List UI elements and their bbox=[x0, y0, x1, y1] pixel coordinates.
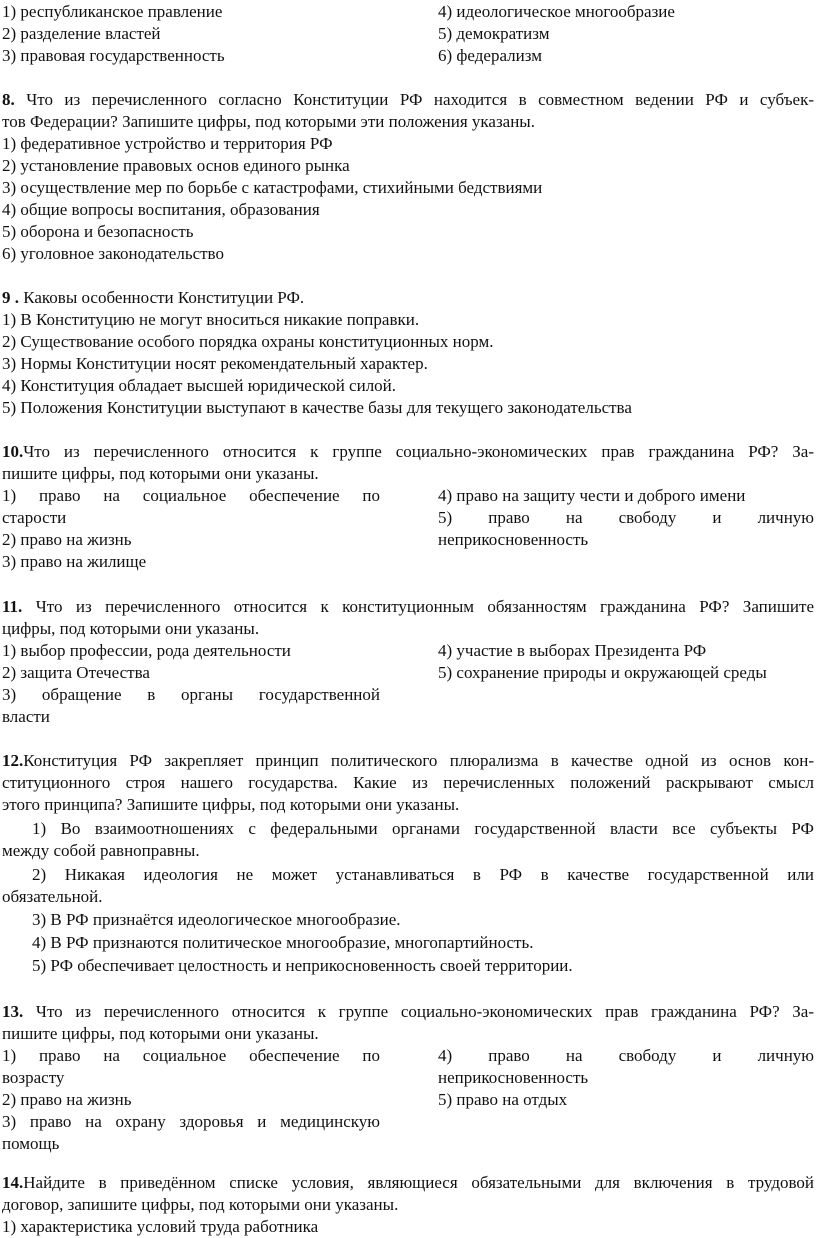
q9-option: 5) Положения Конституции выступают в качестве базы для текущего законодательства bbox=[2, 398, 632, 417]
q9-text: Каковы особенности Конституции РФ. bbox=[19, 288, 305, 307]
q12-number: 12. bbox=[2, 751, 24, 770]
q8-number: 8. bbox=[2, 90, 15, 109]
q13-option-1-cont: возрасту bbox=[2, 1068, 65, 1087]
q14-question-cont: договор, запишите цифры, под которыми они указаны. bbox=[2, 1195, 399, 1214]
q10-question bbox=[2, 441, 814, 463]
q12-option-3: 3) В РФ признаётся идеологическое многообразие. bbox=[32, 910, 401, 929]
q12-option-5: 5) РФ обеспечивает целостность и неприкосновенность своей территории. bbox=[32, 956, 573, 975]
q13-option-5: 5) право на отдых bbox=[438, 1090, 568, 1109]
q7-option-4: 4) идеологическое многообразие bbox=[438, 2, 675, 21]
q12-option-1: 1) Во взаимоотношениях с федеральными органами государственной власти все субъекты РФ bbox=[32, 819, 814, 838]
q14-number: 14. bbox=[2, 1173, 24, 1192]
q12-option-2: 2) Никакая идеология не может устанавливаться в РФ в качестве государственной или bbox=[32, 865, 814, 884]
q8-option: 5) оборона и безопасность bbox=[2, 222, 194, 241]
q9-question bbox=[2, 287, 814, 309]
q7-option-1: 1) республиканское правление bbox=[2, 2, 223, 21]
q8-question-cont: тов Федерации? Запишите цифры, под которыми эти положения указаны. bbox=[2, 112, 535, 131]
q14-question bbox=[2, 1172, 814, 1194]
q10-question-cont: пишите цифры, под которыми они указаны. bbox=[2, 464, 319, 483]
q13-option-1: 1) право на социальное обеспечение по bbox=[2, 1046, 380, 1065]
q8-option: 2) установление правовых основ единого рынка bbox=[2, 156, 350, 175]
q13-number: 13. bbox=[2, 1002, 24, 1021]
q11-question-cont: цифры, под которыми они указаны. bbox=[2, 619, 260, 638]
q12-question bbox=[2, 750, 814, 772]
q10-option-5-cont: неприкосновенность bbox=[438, 530, 589, 549]
q8-text-line: Что из перечисленного согласно Конституции РФ находится в совместном ведении РФ и субъек- bbox=[14, 90, 814, 109]
q10-number: 10. bbox=[2, 442, 24, 461]
q11-number: 11. bbox=[2, 597, 23, 616]
q11-option-1: 1) выбор профессии, рода деятельности bbox=[2, 641, 291, 660]
q13-question-cont: пишите цифры, под которыми они указаны. bbox=[2, 1024, 319, 1043]
q14-text-line: Найдите в приведённом списке условия, являющиеся обязательными для включения в трудовой bbox=[23, 1173, 814, 1192]
q10-option-2: 2) право на жизнь bbox=[2, 530, 132, 549]
q9-option: 4) Конституция обладает высшей юридической силой. bbox=[2, 376, 397, 395]
q10-option-5: 5) право на свободу и личную bbox=[438, 508, 814, 527]
q11-text-line: Что из перечисленного относится к конституционным обязанностям гражданина РФ? Запишите bbox=[22, 597, 814, 616]
q13-question bbox=[2, 1001, 814, 1023]
q10-option-4: 4) право на защиту чести и доброго имени bbox=[438, 486, 746, 505]
q9-number: 9 . bbox=[2, 288, 19, 307]
q8-option: 3) осуществление мер по борьбе с катастрофами, стихийными бедствиями bbox=[2, 178, 543, 197]
q13-option-3: 3) право на охрану здоровья и медицинскую bbox=[2, 1112, 380, 1131]
q13-text-line: Что из перечисленного относится к группе социально-экономических прав гражданина РФ? За- bbox=[23, 1002, 814, 1021]
q11-question bbox=[2, 596, 814, 618]
q12-option-2-cont: обязательной. bbox=[2, 887, 103, 906]
q12-option-1-cont: между собой равноправны. bbox=[2, 841, 200, 860]
q7-option-6: 6) федерализм bbox=[438, 46, 542, 65]
q11-option-5: 5) сохранение природы и окружающей среды bbox=[438, 663, 767, 682]
q7-option-2: 2) разделение властей bbox=[2, 24, 161, 43]
q14-option: 1) характеристика условий труда работника bbox=[2, 1217, 319, 1236]
q7-option-5: 5) демократизм bbox=[438, 24, 550, 43]
q8-option: 1) федеративное устройство и территория РФ bbox=[2, 134, 333, 153]
q12-text-line: Конституция РФ закрепляет принцип политического плюрализма в качестве одной из основ кон- bbox=[23, 751, 814, 770]
q12-question-cont: ституционного строя нашего государства. Какие из перечисленных положений раскрывают смысл bbox=[2, 773, 814, 792]
q8-option: 4) общие вопросы воспитания, образования bbox=[2, 200, 320, 219]
q13-option-3-cont: помощь bbox=[2, 1134, 60, 1153]
q9-option: 3) Нормы Конституции носят рекомендательный характер. bbox=[2, 354, 428, 373]
q10-option-1-cont: старости bbox=[2, 508, 67, 527]
q12-option-4: 4) В РФ признаются политическое многообразие, многопартийность. bbox=[32, 933, 534, 952]
q13-option-2: 2) право на жизнь bbox=[2, 1090, 132, 1109]
q12-question-cont: этого принципа? Запишите цифры, под которыми они указаны. bbox=[2, 795, 460, 814]
q7-option-3: 3) правовая государственность bbox=[2, 46, 225, 65]
q9-option: 2) Существование особого порядка охраны конституционных норм. bbox=[2, 332, 494, 351]
q11-option-2: 2) защита Отечества bbox=[2, 663, 150, 682]
q13-option-4-cont: неприкосновенность bbox=[438, 1068, 589, 1087]
q10-option-1: 1) право на социальное обеспечение по bbox=[2, 486, 380, 505]
q10-text-line: Что из перечисленного относится к группе социально-экономических прав гражданина РФ? За- bbox=[23, 442, 814, 461]
q11-option-3: 3) обращение в органы государственной bbox=[2, 685, 380, 704]
q9-option: 1) В Конституцию не могут вноситься никакие поправки. bbox=[2, 310, 420, 329]
q13-option-4: 4) право на свободу и личную bbox=[438, 1046, 814, 1065]
q11-option-3-cont: власти bbox=[2, 707, 50, 726]
q11-option-4: 4) участие в выборах Президента РФ bbox=[438, 641, 707, 660]
q8-option: 6) уголовное законодательство bbox=[2, 244, 224, 263]
q8-question bbox=[2, 89, 814, 111]
q10-option-3: 3) право на жилище bbox=[2, 552, 147, 571]
